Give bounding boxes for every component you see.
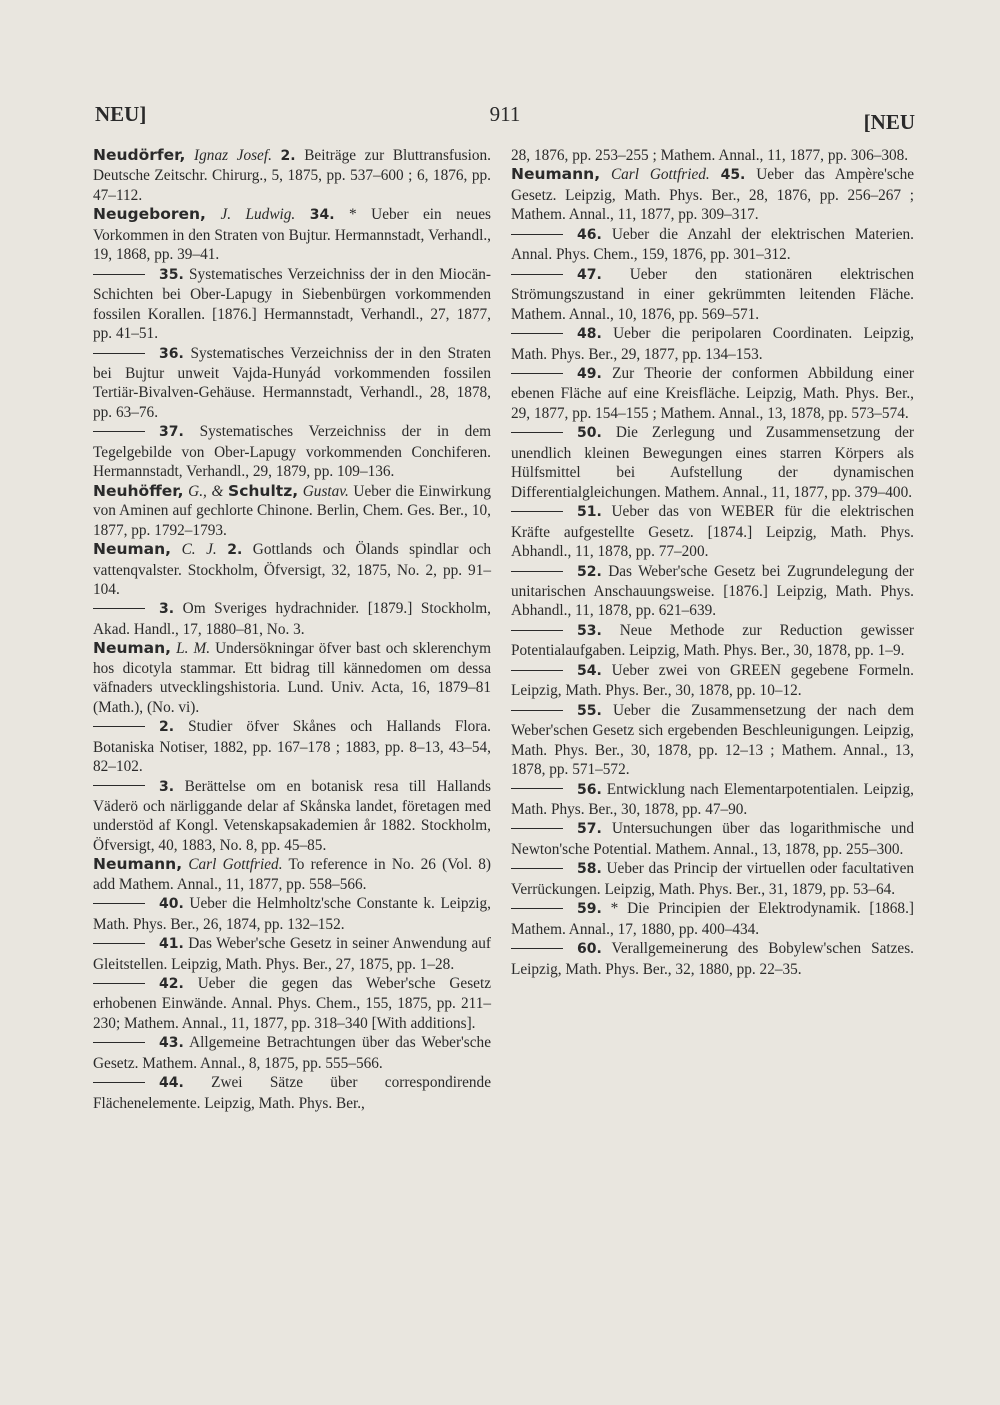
ditto-dash bbox=[93, 274, 145, 275]
entry-text: Gottlands och Ölands spindlar och vattenqvalster. Stockholm, Öfversigt, 32, 1875, No. 2, pp. 91–104. bbox=[93, 541, 492, 598]
coauthor-name: Schultz, bbox=[228, 481, 299, 500]
bibliography-entry bbox=[93, 265, 491, 344]
entry-number: 35. bbox=[159, 266, 184, 283]
entry-text: Ueber die peripolaren Coordinaten. Leipzig, Math. Phys. Ber., 29, 1877, pp. 134–153. bbox=[511, 325, 914, 363]
running-header bbox=[95, 100, 915, 136]
entry-text: Ueber die Anzahl der elektrischen Materien. Annal. Phys. Chem., 159, 1876, pp. 301–312. bbox=[511, 225, 914, 264]
ditto-dash bbox=[93, 1082, 145, 1083]
entry-text: Systematisches Verzeichniss der in den Straten bei Bujtur unweit Vajda-Hunyád vorkommenden fossilen Tertiär-Bivalven-Gehäuse. Hermannstadt, Verhandl., 28, 1878, pp. 63–76. bbox=[93, 344, 491, 421]
entry-number: 48. bbox=[577, 326, 602, 343]
entry-text: Neue Methode zur Reduction gewisser Potentialaufgaben. Leipzig, Math. Phys. Ber., 30, 1878, pp. 1–9. bbox=[511, 621, 914, 660]
author-given-name: L. M. bbox=[176, 640, 211, 658]
left-column bbox=[93, 146, 491, 1113]
entry-number: 42. bbox=[159, 976, 184, 993]
ditto-dash bbox=[511, 333, 563, 334]
ditto-dash bbox=[511, 432, 563, 433]
entry-text: Ueber das Ampère'sche Gesetz. Leipzig, Math. Phys. Ber., 28, 1876, pp. 256–267 ; Mathem. Annal., 11, 1877, pp. 309–317. bbox=[511, 166, 915, 224]
entry-number: 50. bbox=[577, 425, 602, 442]
author-name: Neumann, bbox=[93, 855, 183, 874]
bibliography-entry bbox=[93, 639, 491, 717]
ditto-dash bbox=[93, 726, 145, 727]
bibliography-entry bbox=[93, 599, 491, 639]
entry-text: Zur Theorie der conformen Abbildung einer ebenen Fläche auf eine Kreisfläche. Leipzig, Math. Phys. Ber., 29, 1877, pp. 154–155 ; Mathem. Annal., 13, 1878, pp. 573–574. bbox=[511, 364, 914, 422]
ditto-dash bbox=[511, 828, 563, 829]
author-given-name: G., & bbox=[188, 482, 229, 500]
bibliography-entry bbox=[93, 934, 491, 974]
author-name: Neuman, bbox=[93, 540, 172, 559]
bibliography-entry bbox=[93, 344, 491, 423]
entry-number: 3. bbox=[159, 601, 175, 618]
bibliography-entry bbox=[93, 894, 491, 934]
entry-text: Ueber die Einwirkung von Aminen auf gechlorte Chinone. Berlin, Chem. Ges. Ber., 10, 1877, pp. 1792–1793. bbox=[93, 482, 491, 539]
entry-number: 46. bbox=[577, 226, 602, 243]
author-name: Neudörfer, bbox=[93, 146, 186, 164]
entry-text: Allgemeine Betrachtungen über das Weber'sche Gesetz. Mathem. Annal., 8, 1875, pp. 555–566. bbox=[93, 1034, 491, 1072]
entry-text: Berättelse om en botanisk resa till Hallands Väderö och närliggande delar af Skånska landet, företagen med understöd af Kongl. Vetenskapsakademien år 1882. Stockholm, Öfversigt, 40, 1883, No. 8, pp. 45–85. bbox=[93, 777, 491, 854]
bibliography-entry bbox=[511, 165, 914, 224]
ditto-dash bbox=[511, 234, 563, 235]
ditto-dash bbox=[511, 788, 563, 789]
author-given-name: C. J. bbox=[181, 541, 217, 559]
author-name: Neuhöffer, bbox=[93, 481, 184, 500]
bibliography-entry bbox=[511, 939, 914, 979]
entry-text: Undersökningar öfver bast och sklerenchym hos dicotyla stammar. Ett bidrag till kännedomen om dessa väfnaders utvecklingshistoria. Lund. Univ. Acta, 16, 1879–81 (Math.), (No. vi). bbox=[93, 640, 491, 716]
bibliography-entry bbox=[93, 1033, 491, 1073]
entry-text: Systematisches Verzeichniss der in dem Tegelgebilde von Ober-Lapugy vorkommenden Conchiferen. Hermannstadt, Verhandl., 29, 1879, pp. 109–136. bbox=[93, 423, 492, 481]
entry-number: 40. bbox=[159, 896, 184, 913]
entry-text: Ueber die Helmholtz'sche Constante k. Leipzig, Math. Phys. Ber., 26, 1874, pp. 132–152. bbox=[93, 895, 491, 933]
entry-number: 49. bbox=[577, 365, 602, 382]
entry-number: 47. bbox=[577, 266, 602, 283]
ditto-dash bbox=[93, 1042, 145, 1043]
author-name: Neumann, bbox=[511, 165, 601, 184]
ditto-dash bbox=[511, 948, 563, 949]
entry-number: 60. bbox=[577, 941, 602, 958]
author-given-name: J. Ludwig. bbox=[220, 206, 296, 224]
bibliography-entry bbox=[511, 265, 914, 324]
ditto-dash bbox=[511, 868, 563, 869]
ditto-dash bbox=[93, 785, 145, 786]
entry-number: 3. bbox=[159, 778, 175, 795]
ditto-dash bbox=[93, 943, 145, 944]
entry-text: * Die Principien der Elektrodynamik. [1868.] Mathem. Annal., 17, 1880, pp. 400–434. bbox=[511, 900, 914, 938]
entry-number: 56. bbox=[577, 781, 602, 798]
ditto-dash bbox=[511, 710, 563, 711]
bibliography-entry bbox=[511, 701, 914, 780]
entry-number: 57. bbox=[577, 821, 602, 838]
bibliography-entry bbox=[511, 364, 914, 423]
ditto-dash bbox=[511, 908, 563, 909]
bibliography-entry bbox=[511, 819, 914, 859]
bibliography-entry bbox=[511, 562, 914, 621]
entry-text: Systematisches Verzeichniss der in den Miocän-Schichten bei Ober-Lapugy in Siebenbürgen vorkommenden fossilen Korallen. [1876.] Hermannstadt, Verhandl., 27, 1877, pp. 41–51. bbox=[93, 265, 491, 343]
entry-text: Zwei Sätze über correspondirende Flächenelemente. Leipzig, Math. Phys. Ber., bbox=[93, 1074, 491, 1112]
entry-number: 37. bbox=[159, 424, 184, 441]
entry-number: 2. bbox=[227, 542, 243, 559]
bibliography-entry bbox=[511, 899, 914, 939]
bibliography-entry bbox=[93, 717, 491, 776]
bibliography-entry bbox=[511, 859, 914, 899]
author-given-name: Ignaz Josef. bbox=[194, 147, 272, 164]
entry-number: 44. bbox=[159, 1075, 184, 1092]
ditto-dash bbox=[93, 983, 145, 984]
bibliography-entry bbox=[511, 225, 914, 265]
entry-number: 2. bbox=[280, 148, 296, 164]
entry-text: Das Weber'sche Gesetz in seiner Anwendung auf Gleitstellen. Leipzig, Math. Phys. Ber., 27, 1875, pp. 1–28. bbox=[93, 935, 491, 973]
bibliography-entry bbox=[93, 146, 491, 205]
entry-number: 41. bbox=[159, 936, 184, 953]
entry-text: Ueber das Princip der virtuellen oder facultativen Verrückungen. Leipzig, Math. Phys. Ber., 31, 1879, pp. 53–64. bbox=[511, 860, 915, 898]
bibliography-entry bbox=[511, 661, 914, 701]
bibliography-entry bbox=[511, 502, 914, 561]
ditto-dash bbox=[93, 903, 145, 904]
entry-text: To reference in No. 26 (Vol. 8) add Mathem. Annal., 11, 1877, pp. 558–566. bbox=[93, 856, 491, 893]
author-name: Neuman, bbox=[93, 639, 172, 658]
bibliography-entry bbox=[93, 482, 491, 540]
entry-text: 28, 1876, pp. 253–255 ; Mathem. Annal., 11, 1877, pp. 306–308. bbox=[511, 147, 909, 164]
coauthor-given-name: Gustav. bbox=[302, 482, 349, 500]
bibliography-entry bbox=[511, 621, 914, 661]
entry-text: Untersuchungen über das logarithmische und Newton'sche Potential. Mathem. Annal., 13, 1878, pp. 255–300. bbox=[511, 820, 914, 858]
ditto-dash bbox=[511, 511, 563, 512]
entry-number: 43. bbox=[159, 1035, 184, 1052]
entry-number: 59. bbox=[577, 901, 602, 918]
header-right: [NEU bbox=[863, 110, 915, 134]
ditto-dash bbox=[511, 670, 563, 671]
entry-number: 2. bbox=[159, 719, 175, 736]
entry-text: Entwicklung nach Elementarpotentialen. Leipzig, Math. Phys. Ber., 30, 1878, pp. 47–90. bbox=[511, 780, 914, 818]
entry-text: Verallgemeinerung des Bobylew'schen Satzes. Leipzig, Math. Phys. Ber., 32, 1880, pp. 22–35. bbox=[511, 940, 914, 978]
entry-text: Die Zerlegung und Zusammensetzung der unendlich kleinen Bewegungen eines starren Körpers als Hülfsmittel bei Aufstellung der dynamischen Differentialgleichungen. Mathem. Annal., 11, 1877, pp. 379–400. bbox=[511, 424, 914, 501]
right-column bbox=[511, 146, 914, 979]
entry-text: Ueber zwei von GREEN gegebene Formeln. Leipzig, Math. Phys. Ber., 30, 1878, pp. 10–12. bbox=[511, 661, 914, 700]
entry-text: Ueber das von WEBER für die elektrischen Kräfte aufgestellte Gesetz. [1874.] Leipzig, Math. Phys. Abhandl., 11, 1878, pp. 77–200. bbox=[511, 503, 914, 561]
bibliography-entry bbox=[93, 1073, 491, 1113]
bibliography-entry bbox=[511, 780, 914, 820]
bibliography-entry bbox=[93, 205, 491, 264]
bibliography-entry bbox=[93, 855, 491, 894]
ditto-dash bbox=[511, 373, 563, 374]
entry-number: 53. bbox=[577, 622, 602, 639]
bibliography-entry bbox=[511, 324, 914, 364]
bibliography-entry bbox=[93, 540, 491, 599]
entry-text: Studier öfver Skånes och Hallands Flora. Botaniska Notiser, 1882, pp. 167–178 ; 1883, pp. 8–13, 43–54, 82–102. bbox=[93, 718, 491, 776]
entry-number: 52. bbox=[577, 563, 602, 580]
ditto-dash bbox=[511, 630, 563, 631]
header-left: NEU] bbox=[95, 102, 147, 126]
entry-number: 45. bbox=[720, 167, 746, 184]
bibliography-entry bbox=[511, 423, 914, 502]
author-name: Neugeboren, bbox=[93, 205, 206, 224]
ditto-dash bbox=[511, 274, 563, 275]
entry-number: 54. bbox=[577, 662, 602, 679]
entry-number: 55. bbox=[577, 702, 602, 719]
page-number: 911 bbox=[489, 102, 521, 126]
entry-text: Ueber die gegen das Weber'sche Gesetz erhobenen Einwände. Annal. Phys. Chem., 155, 1875, pp. 211–230; Mathem. Annal., 11, 1877, pp. 318–340 [With additions]. bbox=[93, 975, 492, 1032]
entry-text: Ueber die Zusammensetzung der nach dem Weber'schen Gesetz sich ergebenden Beschleunigungen. Leipzig, Math. Phys. Ber., 30, 1878, pp. 12–13 ; Mathem. Annal., 13, 1878, pp. 571–572. bbox=[511, 701, 915, 779]
author-given-name: Carl Gottfried. bbox=[610, 166, 710, 184]
entry-number: 36. bbox=[159, 345, 184, 362]
ditto-dash bbox=[93, 608, 145, 609]
bibliography-entry bbox=[93, 974, 491, 1033]
ditto-dash bbox=[93, 431, 145, 432]
entry-text: Beiträge zur Bluttransfusion. Deutsche Zeitschr. Chirurg., 5, 1875, pp. 537–600 ; 6, 1876, pp. 47–112. bbox=[93, 147, 491, 204]
entry-text: Ueber den stationären elektrischen Strömungszustand in einer gekrümmten leitenden Fläche. Mathem. Annal., 10, 1876, pp. 569–571. bbox=[511, 265, 914, 323]
entry-number: 34. bbox=[309, 207, 335, 224]
entry-text: * Ueber ein neues Vorkommen in den Straten von Bujtur. Hermannstadt, Verhandl., 19, 1868, pp. 39–41. bbox=[93, 206, 492, 264]
bibliography-entry bbox=[511, 146, 914, 165]
entry-number: 51. bbox=[577, 504, 602, 521]
ditto-dash bbox=[511, 571, 563, 572]
entry-text: Om Sveriges hydrachnider. [1879.] Stockholm, Akad. Handl., 17, 1880–81, No. 3. bbox=[93, 600, 491, 638]
author-given-name: Carl Gottfried. bbox=[188, 856, 283, 874]
bibliography-entry bbox=[93, 422, 491, 481]
ditto-dash bbox=[93, 353, 145, 354]
bibliography-entry bbox=[93, 777, 491, 856]
entry-text: Das Weber'sche Gesetz bei Zugrundelegung der unitarischen Anschauungsweise. [1876.] Leipzig, Math. Phys. Abhandl., 11, 1878, pp. 621–639. bbox=[511, 562, 915, 620]
entry-number: 58. bbox=[577, 861, 602, 878]
